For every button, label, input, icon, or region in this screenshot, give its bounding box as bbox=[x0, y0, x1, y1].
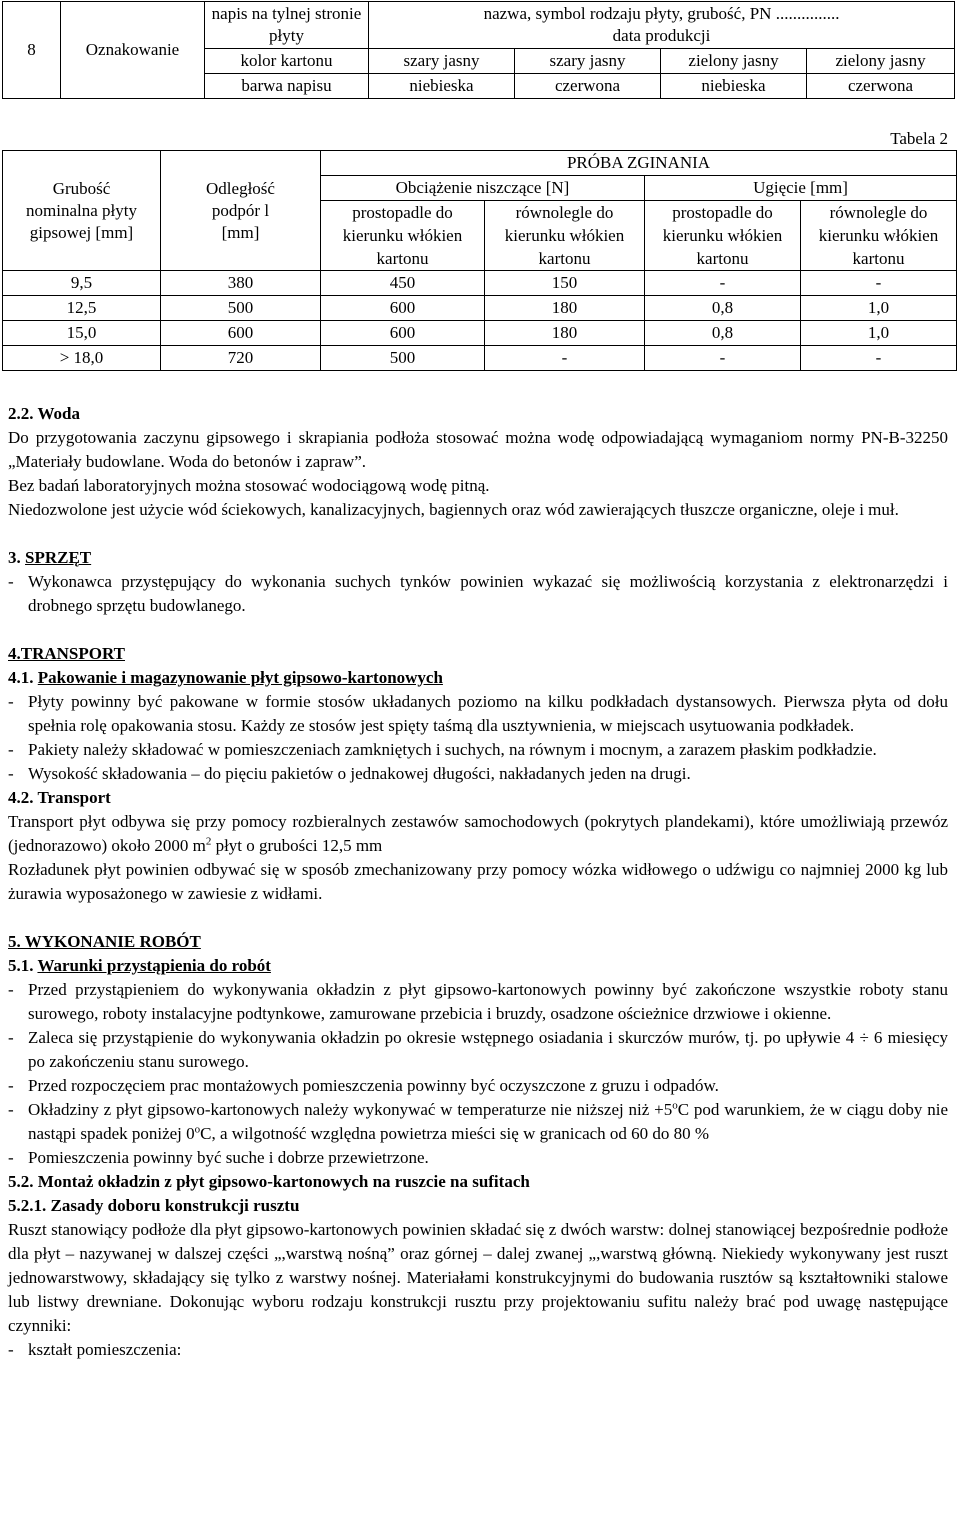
cell: - bbox=[645, 271, 801, 296]
frame-paragraph: Ruszt stanowiący podłoże dla płyt gipsowo-kartonowych powinien składać się z dwóch warstw: dolnej stanowiącej bezpośrednie podłoże dla płyt – nazywanej w dalszej części „,warstwą nośną” oraz górnej – dalej zwanej „,warstwą główną. Niekiedy wykonywany jest ruszt jednowarstwowy, składający się tylko z warstwy nośnej. Materiałami konstrukcyjnymi do budowania rusztów są kształtowniki stalowe lub listwy drewniane. Dokonując wyboru rodzaju konstrukcji rusztu przy projektowaniu sufitu należy brać pod uwagę następujące czynniki: bbox=[8, 1220, 948, 1335]
heading-transport-sub: 4.2. Transport bbox=[8, 788, 111, 807]
list-item: - Płyty powinny być pakowane w formie stosów układanych poziomo na kilku podkładach dystansowych. Pierwsza płyta od dołu spełnia rolę opakowania stosu. Każdy ze stosów jest spięty taśmą dla usztywnienia, w miejscach usytuowania podkładek. bbox=[8, 692, 948, 735]
cell: 500 bbox=[321, 346, 485, 371]
cell: 15,0 bbox=[3, 321, 161, 346]
list-item: - Pakiety należy składować w pomieszczeniach zamkniętych i suchych, na równym i mocnym, a zarazem płaskim podkładzie. bbox=[8, 740, 877, 759]
table-row bbox=[3, 321, 957, 346]
thickness-header: Grubość nominalna płyty gipsowej [mm] bbox=[3, 151, 161, 271]
cell: 380 bbox=[161, 271, 321, 296]
table-row bbox=[3, 296, 957, 321]
cell: - bbox=[801, 271, 957, 296]
water-paragraph-1: Do przygotowania zaczynu gipsowego i skrapiania podłoża stosować można wodę odpowiadającą wymaganiom normy PN-B-32250 „Materiały budowlane. Woda do betonów i zapraw”. bbox=[8, 428, 948, 471]
water-paragraph-2: Bez badań laboratoryjnych można stosować wodociągową wodę pitną. bbox=[8, 476, 490, 495]
heading-mounting: 5.2. Montaż okładzin z płyt gipsowo-kartonowych na ruszcie na sufitach bbox=[8, 1172, 530, 1191]
heading-frame-rules: 5.2.1. Zasady doboru konstrukcji rusztu bbox=[8, 1196, 300, 1215]
cell: 150 bbox=[485, 271, 645, 296]
back-print-label: napis na tylnej stronie płyty bbox=[205, 2, 369, 49]
cell: zielony jasny bbox=[661, 49, 807, 74]
cardboard-color-label: kolor kartonu bbox=[205, 49, 369, 74]
cell: 0,8 bbox=[645, 321, 801, 346]
cell: niebieska bbox=[661, 74, 807, 99]
deflection-perpendicular-header: prostopadle do kierunku włókien kartonu bbox=[645, 201, 801, 271]
cell: > 18,0 bbox=[3, 346, 161, 371]
list-item: - Wykonawca przystępujący do wykonania suchych tynków powinien wykazać się możliwością korzystania z elektronarzędzi i drobnego sprzętu budowlanego. bbox=[8, 572, 948, 615]
spacing-header: Odległość podpór l [mm] bbox=[161, 151, 321, 271]
cell: szary jasny bbox=[369, 49, 515, 74]
load-perpendicular-header: prostopadle do kierunku włókien kartonu bbox=[321, 201, 485, 271]
water-paragraph-3: Niedozwolone jest użycie wód ściekowych, kanalizacyjnych, bagiennych oraz wód zawierających tłuszcze organiczne, oleje i muł. bbox=[8, 500, 899, 519]
cell: czerwona bbox=[515, 74, 661, 99]
heading-conditions: 5.1. Warunki przystąpienia do robót bbox=[8, 956, 271, 975]
list-item: - Przed rozpoczęciem prac montażowych pomieszczenia powinny być oczyszczone z gruzu i odpadów. bbox=[8, 1076, 719, 1095]
cell: czerwona bbox=[807, 74, 955, 99]
heading-equipment-title: SPRZĘT bbox=[25, 548, 92, 567]
cell: 720 bbox=[161, 346, 321, 371]
load-parallel-header: równolegle do kierunku włókien kartonu bbox=[485, 201, 645, 271]
cell: - bbox=[485, 346, 645, 371]
heading-packing: 4.1. Pakowanie i magazynowanie płyt gipsowo-kartonowych bbox=[8, 668, 443, 687]
cell: 0,8 bbox=[645, 296, 801, 321]
heading-water: 2.2. Woda bbox=[8, 404, 80, 423]
cell: 180 bbox=[485, 296, 645, 321]
heading-transport: 4.TRANSPORT bbox=[8, 644, 125, 663]
cell: 12,5 bbox=[3, 296, 161, 321]
cell: 600 bbox=[321, 321, 485, 346]
cell: 180 bbox=[485, 321, 645, 346]
cell: 450 bbox=[321, 271, 485, 296]
list-item: - kształt pomieszczenia: bbox=[8, 1340, 182, 1359]
list-item: - Zaleca się przystąpienie do wykonywania okładzin po okresie wstępnego osiadania i skurczów murów, tj. po upływie 4 ÷ 6 miesięcy po zakończeniu stanu surowego. bbox=[8, 1028, 948, 1071]
cell: 600 bbox=[161, 321, 321, 346]
heading-works: 5. WYKONANIE ROBÓT bbox=[8, 932, 201, 951]
table-row bbox=[3, 271, 957, 296]
heading-equipment-num: 3. bbox=[8, 548, 25, 567]
cell: 1,0 bbox=[801, 296, 957, 321]
cell: 500 bbox=[161, 296, 321, 321]
back-print-value bbox=[369, 2, 955, 49]
table-row bbox=[3, 346, 957, 371]
cell: zielony jasny bbox=[807, 49, 955, 74]
cell: 1,0 bbox=[801, 321, 957, 346]
cell: 9,5 bbox=[3, 271, 161, 296]
cell: - bbox=[645, 346, 801, 371]
bending-test-header: PRÓBA ZGINANIA bbox=[321, 151, 957, 176]
list-item: - Okładziny z płyt gipsowo-kartonowych należy wykonywać w temperaturze nie niższej niż $+5^oC$ pod warunkiem, że w ciągu doby nie nastąpi spadek poniżej 0$^o$C, a wilgotność względna powietrza mieści się w granicach od 60 do 80 % bbox=[8, 1099, 948, 1143]
list-item: - Wysokość składowania – do pięciu pakietów o jednakowej długości, nakładanych jeden na drugi. bbox=[8, 764, 691, 783]
load-header: Obciążenie niszczące [N] bbox=[321, 176, 645, 201]
deflection-header: Ugięcie [mm] bbox=[645, 176, 957, 201]
transport-paragraph-2: Rozładunek płyt powinien odbywać się w sposób zmechanizowany przy pomocy wózka widłowego o udźwigu co najmniej 2000 kg lub żurawia wyposażonego w zawiesie z widłami. bbox=[8, 860, 948, 903]
cell: 600 bbox=[321, 296, 485, 321]
cell: - bbox=[801, 346, 957, 371]
body-text bbox=[8, 402, 948, 1362]
cell: niebieska bbox=[369, 74, 515, 99]
deflection-parallel-header: równolegle do kierunku włókien kartonu bbox=[801, 201, 957, 271]
transport-paragraph-1: Transport płyt odbywa się przy pomocy rozbieralnych zestawów samochodowych (pokrytych plandekami), które umożliwiają przewóz (jednorazowo) około 2000 $m^2$ płyt o grubości 12,5 mm bbox=[8, 812, 948, 855]
row-label: Oznakowanie bbox=[61, 2, 205, 99]
bending-test-table bbox=[2, 150, 957, 371]
row-number: 8 bbox=[3, 2, 61, 99]
heading-equipment bbox=[8, 546, 948, 570]
list-item: - Przed przystąpieniem do wykonywania okładzin z płyt gipsowo-kartonowych powinny być zakończone wszystkie roboty stanu surowego, roboty instalacyjne podtynkowe, zamurowane przebicia i bruzdy, osadzone ościeżnice drzwiowe i okienne. bbox=[8, 980, 948, 1023]
cell: szary jasny bbox=[515, 49, 661, 74]
back-print-value-line2: data produkcji bbox=[612, 26, 711, 45]
list-item: - Pomieszczenia powinny być suche i dobrze przewietrzone. bbox=[8, 1148, 429, 1167]
back-print-value-line1: nazwa, symbol rodzaju płyty, grubość, PN ............... bbox=[483, 4, 840, 23]
table-caption: Tabela 2 bbox=[890, 129, 948, 148]
marking-table bbox=[2, 1, 955, 99]
print-color-label: barwa napisu bbox=[205, 74, 369, 99]
